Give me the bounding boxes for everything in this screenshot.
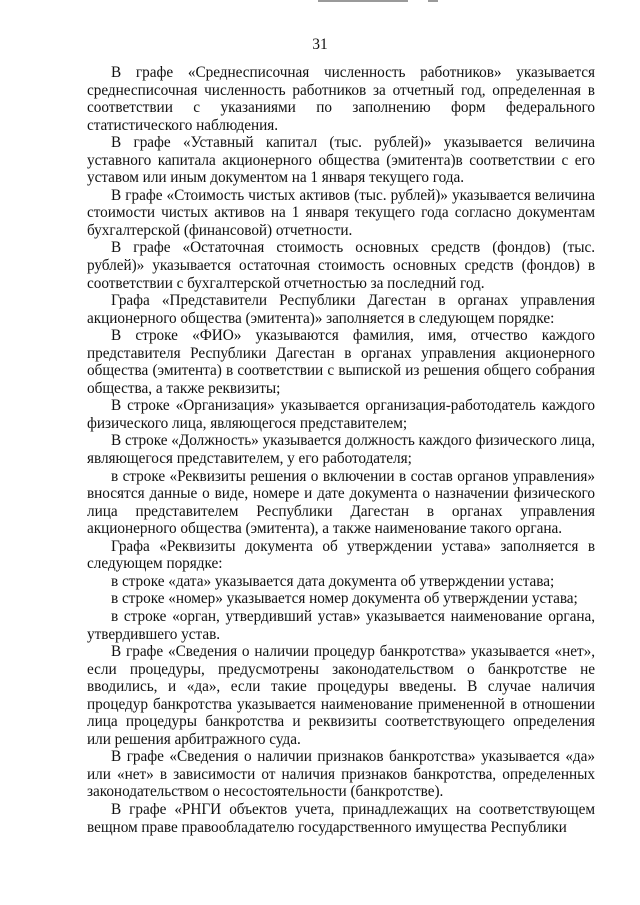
scan-edge-mark (428, 0, 438, 2)
paragraph: Графа «Реквизиты документа об утверждении устава» заполняется в следующем порядке: (87, 537, 595, 573)
paragraph: В графе «Стоимость чистых активов (тыс. рублей)» указывается величина стоимости чистых активов на 1 января текущего года согласно документам бухгалтерской (финансовой) отчетности. (87, 186, 595, 239)
paragraph: В графе «Среднесписочная численность работников» указывается среднесписочная численность работников за отчетный год, определенная в соответствии с указаниями по заполнению форм федерального статистического наблюдения. (87, 64, 595, 134)
paragraph: в строке «орган, утвердивший устав» указывается наименование органа, утвердившего устав. (87, 607, 595, 643)
paragraph: В графе «Уставный капитал (тыс. рублей)» указывается величина уставного капитала акционерного общества (эмитента)в соответствии с его уставом или иным документом на 1 января текущего года. (87, 134, 595, 187)
paragraph: В строке «Организация» указывается организация-работодатель каждого физического лица, являющегося представителем; (87, 397, 595, 432)
paragraph: В графе «Сведения о наличии процедур банкротства» указывается «нет», если процедуры, предусмотрены законодательством о банкротстве не вводились, и «да», если такие процедуры введены. В случае наличия процедур банкротства указывается наименование примененной в отношении лица процедуры банкротства и реквизиты соответствующего определения или решения арбитражного суда. (87, 643, 595, 748)
paragraph: в строке «Реквизиты решения о включении в состав органов управления» вносятся данные о виде, номере и дате документа о назначении физического лица представителем Республики Дагестан в органах управления акционерного общества (эмитента), а также наименование такого органа. (87, 467, 595, 538)
paragraph: В графе «Остаточная стоимость основных средств (фондов) (тыс. рублей)» указывается остаточная стоимость основных средств (фондов) в соответствии с бухгалтерской отчетностью за последний год. (87, 239, 595, 292)
paragraph: Графа «Представители Республики Дагестан в органах управления акционерного общества (эмитента)» заполняется в следующем порядке: (87, 292, 595, 327)
paragraph: В строке «ФИО» указываются фамилия, имя, отчество каждого представителя Республики Дагестан в органах управления акционерного общества (эмитента) в соответствии с выпиской из решения общего собрания общества, а также реквизиты; (87, 327, 595, 397)
page-number: 31 (312, 36, 328, 53)
paragraph: В строке «Должность» указывается должность каждого физического лица, являющегося представителем, у его работодателя; (87, 432, 595, 468)
paragraph: в строке «дата» указывается дата документа об утверждении устава; (111, 572, 555, 590)
document-body (87, 64, 595, 836)
paragraph: В графе «РНГИ объектов учета, принадлежащих на соответствующем вещном праве правообладателю государственного имущества Республики (87, 800, 595, 836)
paragraph: в строке «номер» указывается номер документа об утверждении устава; (111, 590, 578, 608)
scan-edge-mark (318, 0, 408, 2)
paragraph: В графе «Сведения о наличии признаков банкротства» указывается «да» или «нет» в зависимости от наличия признаков банкротства, определенных законодательством о несостоятельности (банкротстве). (87, 748, 595, 801)
